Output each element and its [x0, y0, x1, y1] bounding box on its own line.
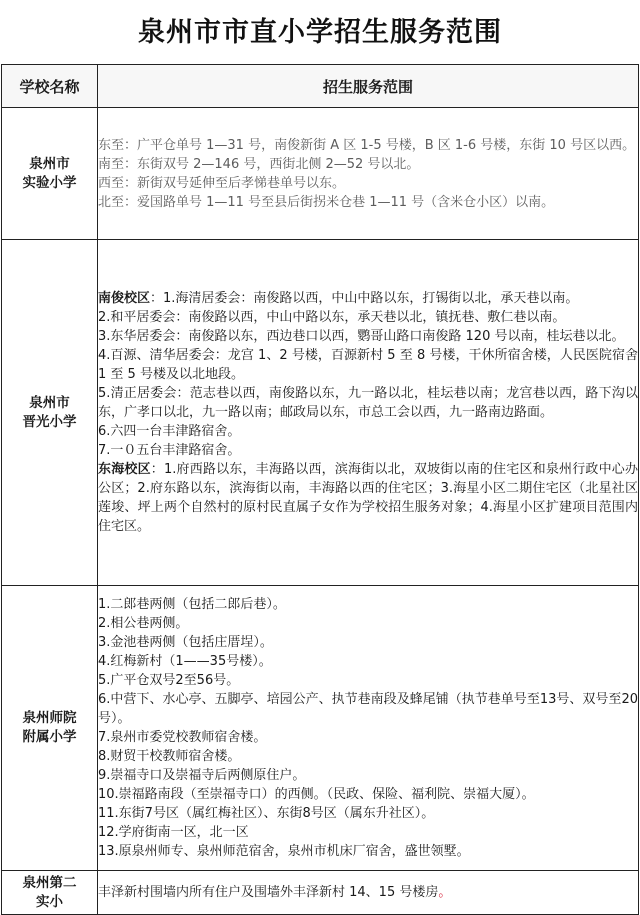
campus-label-nanjun: 南俊校区 [98, 291, 151, 306]
header-school-name: 学校名称 [2, 65, 98, 108]
table-row [2, 871, 639, 915]
page-title: 泉州市市直小学招生服务范围 [138, 17, 502, 48]
scope-line: 5.广平仓双号2至56号。 [98, 673, 240, 688]
scope-line: 12.学府街南一区，北一区 [98, 825, 249, 840]
scope-line: 3.金池巷两侧（包括庄厝埕）。 [98, 635, 273, 650]
scope-line: 东至：广平仓单号 1—31 号，南俊新街 A 区 1-5 号楼，B 区 1-6 号楼，东街 10 号区以西。 [98, 137, 636, 153]
service-scope-cell [98, 586, 639, 871]
enrollment-table [1, 64, 639, 915]
school-name-cell [2, 108, 98, 240]
scope-line: 5.清正居委会：范志巷以西，南俊路以东，九一路以北，桂坛巷以南；龙宫巷以西，路下沟以东，广孝口以北，九一路以南；邮政局以东，市总工会以西，九一路南边路面。 [98, 386, 638, 420]
school-name-cell [2, 240, 98, 586]
scope-line: 西至：新街双号延伸至后孝悌巷单号以东。 [98, 175, 346, 191]
scope-line: 10.崇福路南段（至崇福寺口）的西侧。（民政、保险、福利院、崇福大厦）。 [98, 787, 535, 802]
service-scope-cell [98, 240, 639, 586]
school-name: 泉州市 实验小学 [22, 155, 77, 191]
scope-line: 北至：爱国路单号 1—11 号至县后街拐米仓巷 1—11 号（含米仓小区）以南。 [98, 194, 555, 210]
school-name: 泉州市 晋光小学 [22, 394, 77, 430]
school-name: 泉州第二 实小 [22, 874, 77, 910]
scope-line: 4.百源、清华居委会：龙宫 1、2 号楼，百源新村 5 至 8 号楼，干休所宿舍楼，人民医院宿舍 1 至 5 号楼及以北地段。 [98, 348, 638, 382]
scope-text-end: 。 [438, 885, 452, 900]
scope-line: 3.东华居委会：南俊路以东，西边巷口以西，鹦哥山路口南俊路 120 号以南，桂坛巷以北。 [98, 329, 625, 344]
scope-line: 2.相公巷两侧。 [98, 616, 189, 631]
scope-line: 6.六四一台丰津路宿舍。 [98, 424, 241, 439]
table-row [2, 240, 639, 586]
header-service-scope: 招生服务范围 [98, 65, 639, 108]
scope-line [98, 460, 638, 536]
scope-line: 11.东街7号区（属红梅社区）、东街8号区（属东升社区）。 [98, 806, 435, 821]
scope-line: 1.二郎巷两侧（包括二郎后巷）。 [98, 597, 286, 612]
scope-text: ：1.海清居委会：南俊路以西，中山中路以东，打锡街以北，承天巷以南。 [150, 291, 579, 306]
scope-line: 6.中营下、水心亭、五脚亭、培园公产、执节巷南段及蜂尾铺（执节巷单号至13号、双号至20号）。 [98, 692, 638, 726]
school-name-cell [2, 586, 98, 871]
scope-line: 4.红梅新村（1——35号楼）。 [98, 654, 272, 669]
table-row [2, 586, 639, 871]
school-name: 泉州师院 附属小学 [22, 710, 77, 745]
scope-line: 2.和平居委会：南俊路以西，中山中路以东，承天巷以北，镇抚巷、敷仁巷以南。 [98, 310, 566, 325]
table-row [2, 108, 639, 240]
scope-line [98, 289, 638, 308]
scope-line: 7.泉州市委党校教师宿舍楼。 [98, 730, 267, 745]
scope-line: 9.崇福寺口及崇福寺后两侧原住户。 [98, 768, 306, 783]
scope-text: ：1.府西路以东，丰海路以西，滨海街以北，双坡街以南的住宅区和泉州行政中心办公区；2.府东路以东，滨海街以南，丰海路以西的住宅区；3.海星小区二期住宅区（北星社区莲埈、坪上两个自然村的原村民直属子女作为学校招生服务对象；4.海星小区扩建项目范围内住宅区。 [98, 462, 638, 534]
service-scope-cell [98, 108, 639, 240]
school-name-cell [2, 871, 98, 915]
scope-line: 8.财贸干校教师宿舍楼。 [98, 749, 241, 764]
campus-label-donghai: 东海校区 [98, 462, 151, 477]
scope-line: 南至：东街双号 2—146 号，西街北侧 2—52 号以北。 [98, 156, 420, 172]
table-header-row [2, 65, 639, 108]
service-scope-cell [98, 871, 639, 915]
scope-line: 13.原泉州师专、泉州师范宿舍，泉州市机床厂宿舍，盛世领墅。 [98, 844, 470, 859]
scope-text: 丰泽新村围墙内所有住户及围墙外丰泽新村 14、15 号楼房 [98, 885, 439, 900]
scope-line: 7.一０五台丰津路宿舍。 [98, 443, 241, 458]
